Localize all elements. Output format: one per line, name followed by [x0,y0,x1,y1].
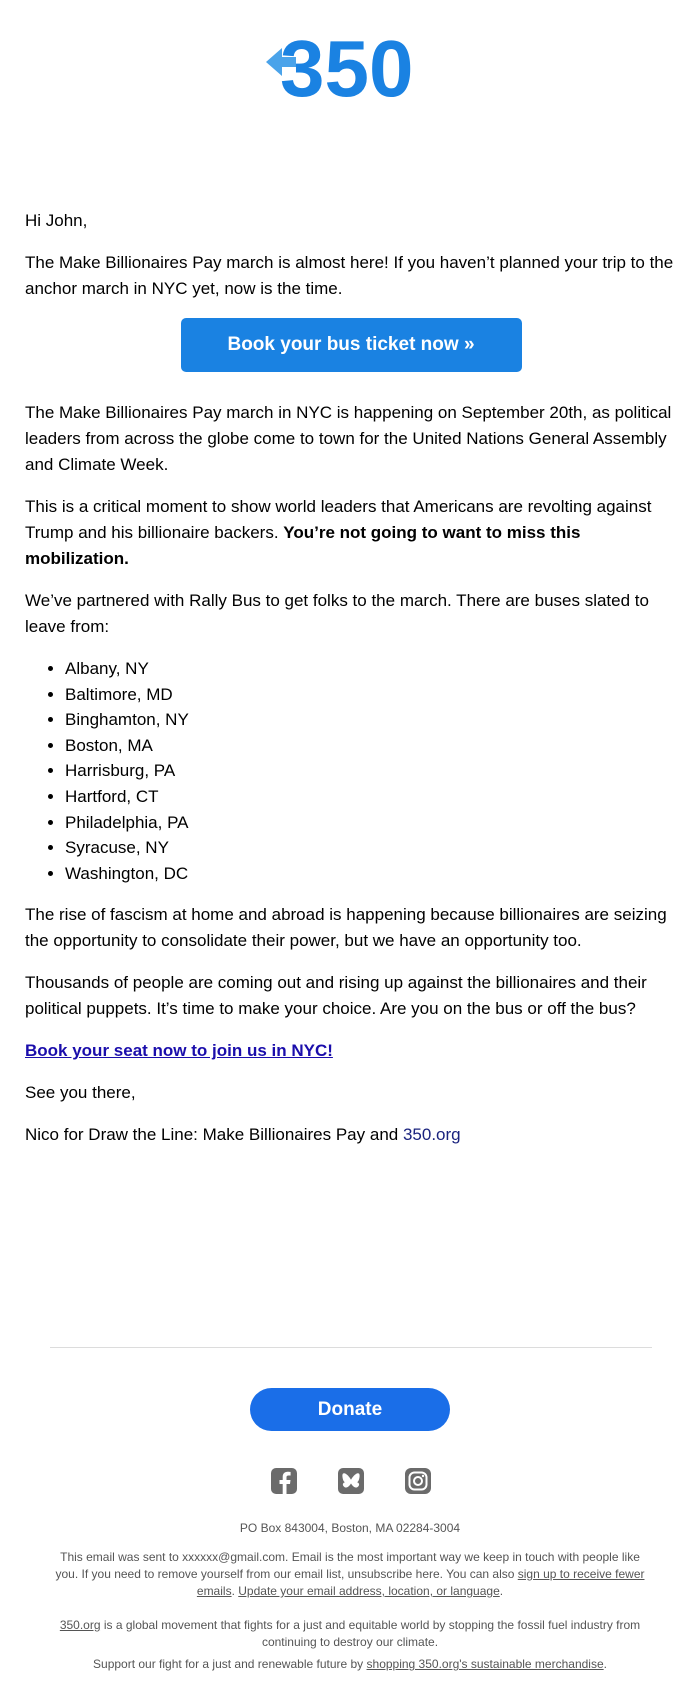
city-list [25,656,677,886]
list-item: • Baltimore, MD [65,682,677,708]
see-you-text: See you there, [25,1083,136,1103]
facebook-icon[interactable] [270,1467,298,1495]
critical-text: This is a critical moment to show world leaders that Americans are revolting against Trump and his billionaire backers. [25,497,652,542]
sent-separator: . [231,1584,239,1598]
list-item: • Philadelphia, PA [65,810,677,836]
instagram-icon[interactable] [404,1467,432,1495]
logo-text: 350 [280,30,414,104]
merchandise-link[interactable]: shopping 350.org's sustainable merchandise [366,1657,604,1671]
support-description: Support our fight for a just and renewable future by [93,1657,367,1671]
350-logo[interactable] [266,30,436,104]
list-item: • Harrisburg, PA [65,758,677,784]
email-body [25,208,677,1164]
seat-link-paragraph [25,1038,677,1064]
sent-end: . [499,1584,504,1598]
list-item: • Hartford, CT [65,784,677,810]
footer-divider [50,1347,652,1348]
list-item: • Binghamton, NY [65,707,677,733]
signoff-text: Nico for Draw the Line: Make Billionaires Pay and [25,1125,403,1145]
about-text [50,1617,650,1651]
date-paragraph: The Make Billionaires Pay march in NYC is happening on September 20th, as political leaders from across the globe come to town for the United Nations General Assembly and Climate Week. [25,403,672,474]
list-item: • Albany, NY [65,656,677,682]
greeting: Hi John, [25,211,88,230]
book-bus-ticket-button[interactable]: Book your bus ticket now » [181,318,522,372]
bluesky-icon[interactable] [337,1467,365,1495]
sent-notice [50,1549,650,1600]
cta-wrapper [25,318,677,372]
social-links [270,1467,432,1497]
about-350-link[interactable]: 350.org [59,1618,101,1632]
signoff [25,1122,677,1148]
mailing-address: PO Box 843004, Boston, MA 02284-3004 [239,1521,461,1535]
intro-paragraph: The Make Billionaires Pay march is almost here! If you haven’t planned your trip to the anchor march in NYC yet, now is the time. [25,253,674,298]
critical-bold-text: You’re not going to want to miss this mobilization. [25,523,581,568]
thousands-paragraph: Thousands of people are coming out and rising up against the billionaires and their political puppets. It’s time to make your choice. Are you on the bus or off the bus? [25,973,647,1019]
book-seat-link[interactable]: Book your seat now to join us in NYC! [25,1041,333,1061]
sent-text: This email was sent to xxxxxx@gmail.com. Email is the most important way we keep in touch with people like you. If you need to remove yourself from our email list, unsubscribe here. You can also [55,1550,640,1581]
critical-paragraph [25,494,677,572]
about-description: is a global movement that fights for a just and equitable world by stopping the fossil fuel industry from continuing to destroy our climate. [100,1618,641,1649]
list-item: • Washington, DC [65,861,677,887]
fascism-paragraph: The rise of fascism at home and abroad is happening because billionaires are seizing the opportunity to consolidate their power, but we have an opportunity too. [25,905,667,951]
fewer-emails-link[interactable]: sign up to receive fewer emails [196,1567,645,1598]
support-end: . [603,1657,607,1671]
update-preferences-link[interactable]: Update your email address, location, or language [238,1584,500,1598]
list-item: • Boston, MA [65,733,677,759]
partner-paragraph: We’ve partnered with Rally Bus to get folks to the march. There are buses slated to leave from: [25,591,649,636]
donate-button[interactable]: Donate [250,1388,450,1431]
350-org-link[interactable]: 350.org [402,1125,461,1145]
support-text [50,1656,650,1673]
list-item: • Syracuse, NY [65,835,677,861]
